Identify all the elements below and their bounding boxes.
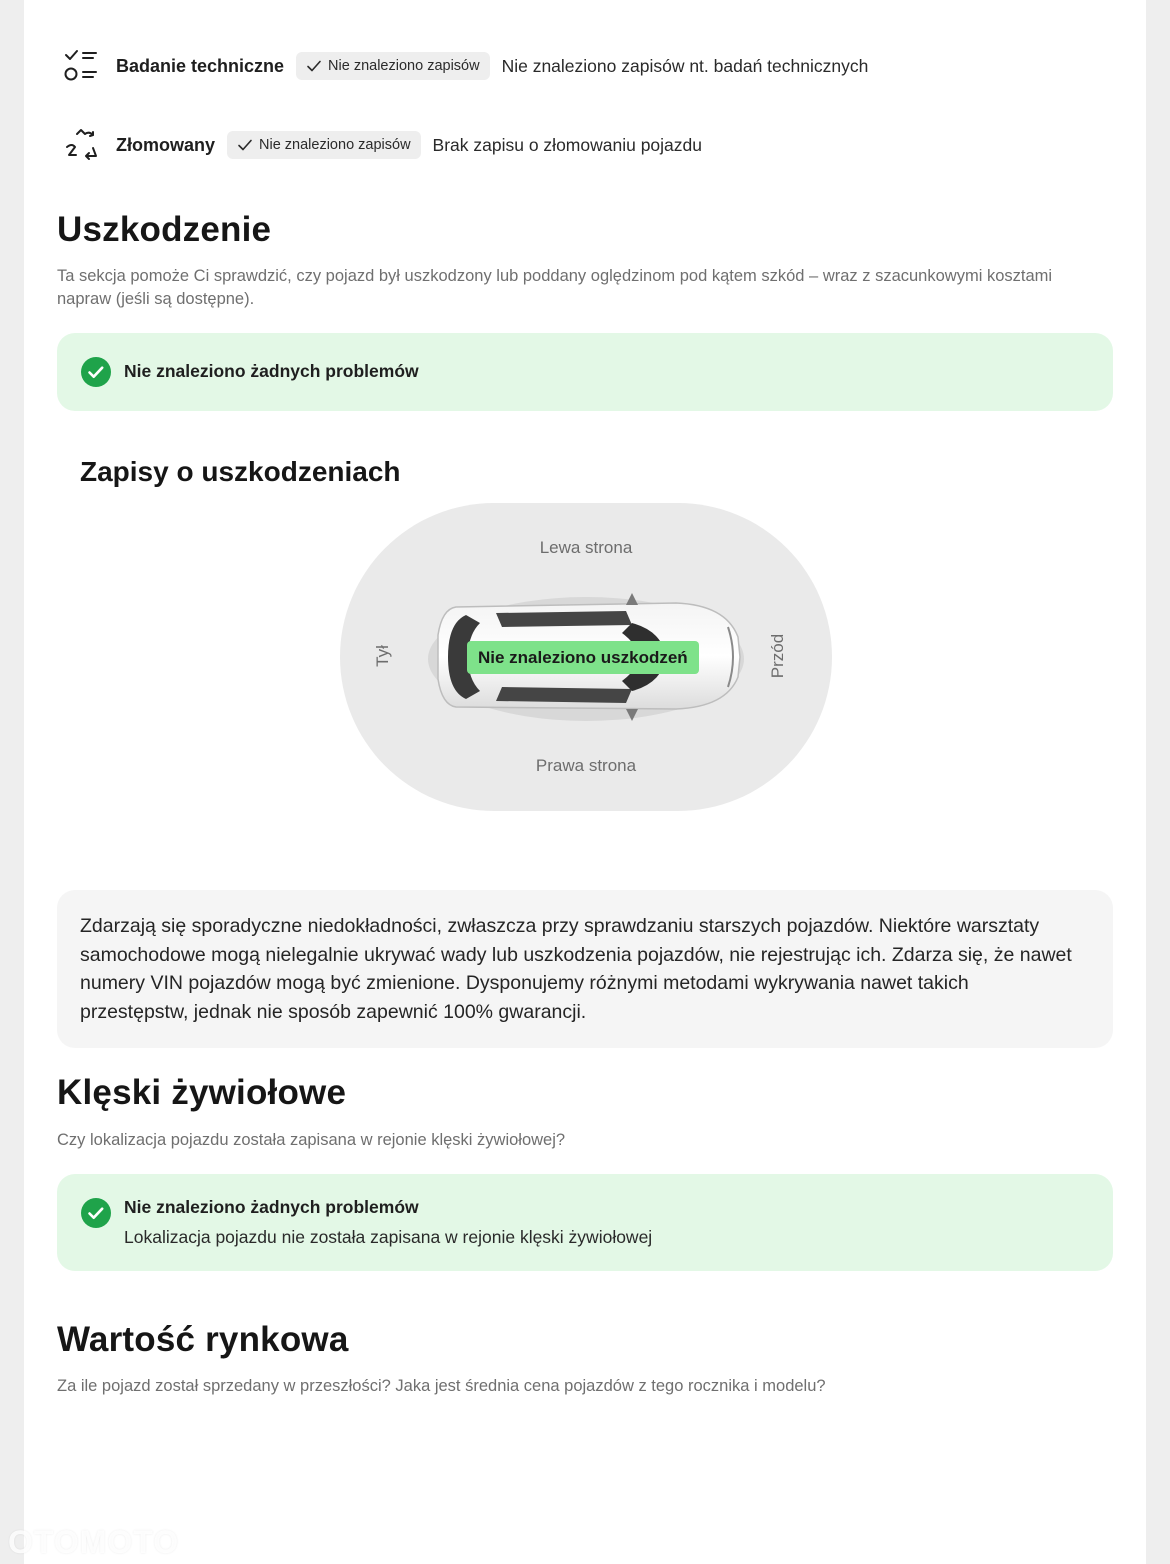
disasters-status-title: Nie znaleziono żadnych problemów <box>124 1197 419 1217</box>
diagram-left-side-label: Lewa strona <box>539 538 633 557</box>
success-check-icon <box>81 1198 111 1228</box>
diagram-front-label: Przód <box>768 633 788 679</box>
status-chip-label: Nie znaleziono zapisów <box>259 137 411 153</box>
damage-records-title: Zapisy o uszkodzeniach <box>80 456 401 487</box>
disasters-section-title: Klęski żywiołowe <box>57 1073 347 1112</box>
accuracy-note-text: Zdarzają się sporadyczne niedokładności, zwłaszcza przy sprawdzaniu starszych pojazdów. Niektóre warsztaty samochodowe mogą nielegalnie ukrywać wady lub uszkodzenia pojazdów, nie rejestrując ich. Zdarza się, że nawet numery VIN pojazdów mogą być zmienione. Dysponujemy różnymi metodami wykrywania nawet takich przestępstw, jednak nie sposób zapewnić 100% gwarancji. <box>80 915 1072 1023</box>
report-page <box>24 0 1146 1564</box>
status-chip-label: Nie znaleziono zapisów <box>328 58 480 74</box>
check-icon <box>306 58 322 74</box>
disasters-status-box <box>57 1174 1113 1271</box>
recycle-icon <box>60 123 104 167</box>
diagram-right-side-label: Prawa strona <box>535 756 637 775</box>
record-description: Nie znaleziono zapisów nt. badań technicznych <box>501 55 869 76</box>
status-chip <box>296 52 490 80</box>
record-description: Brak zapisu o złomowaniu pojazdu <box>432 134 703 155</box>
market-value-section-subtitle: Za ile pojazd został sprzedany w przeszłości? Jaka jest średnia cena pojazdów z tego rocznika i modelu? <box>57 1377 826 1395</box>
damage-diagram <box>340 503 832 811</box>
watermark-logo: OTOMOTO <box>8 1524 180 1560</box>
check-icon <box>237 137 253 153</box>
damage-status-box <box>57 333 1113 411</box>
market-value-section-title: Wartość rynkowa <box>57 1320 349 1359</box>
no-damage-badge: Nie znaleziono uszkodzeń <box>467 641 699 674</box>
record-label: Badanie techniczne <box>116 55 285 76</box>
success-check-icon <box>81 357 111 387</box>
checklist-icon <box>60 44 104 88</box>
record-row-inspection <box>60 46 868 86</box>
damage-section-title: Uszkodzenie <box>57 210 272 249</box>
disasters-section-subtitle: Czy lokalizacja pojazdu została zapisana w rejonie klęski żywiołowej? <box>57 1131 566 1149</box>
damage-status-title: Nie znaleziono żadnych problemów <box>124 361 419 381</box>
record-row-scrapped <box>60 125 702 165</box>
record-label: Złomowany <box>116 134 216 155</box>
disasters-status-detail: Lokalizacja pojazdu nie została zapisana w rejonie klęski żywiołowej <box>124 1227 653 1247</box>
accuracy-note <box>57 890 1113 1048</box>
damage-section-subtitle: Ta sekcja pomoże Ci sprawdzić, czy pojazd był uszkodzony lub poddany oględzinom pod kątem szkód – wraz z szacunkowymi kosztami napraw (jeśli są dostępne). <box>57 267 1053 308</box>
diagram-rear-label: Tył <box>372 645 392 667</box>
status-chip <box>227 131 421 159</box>
